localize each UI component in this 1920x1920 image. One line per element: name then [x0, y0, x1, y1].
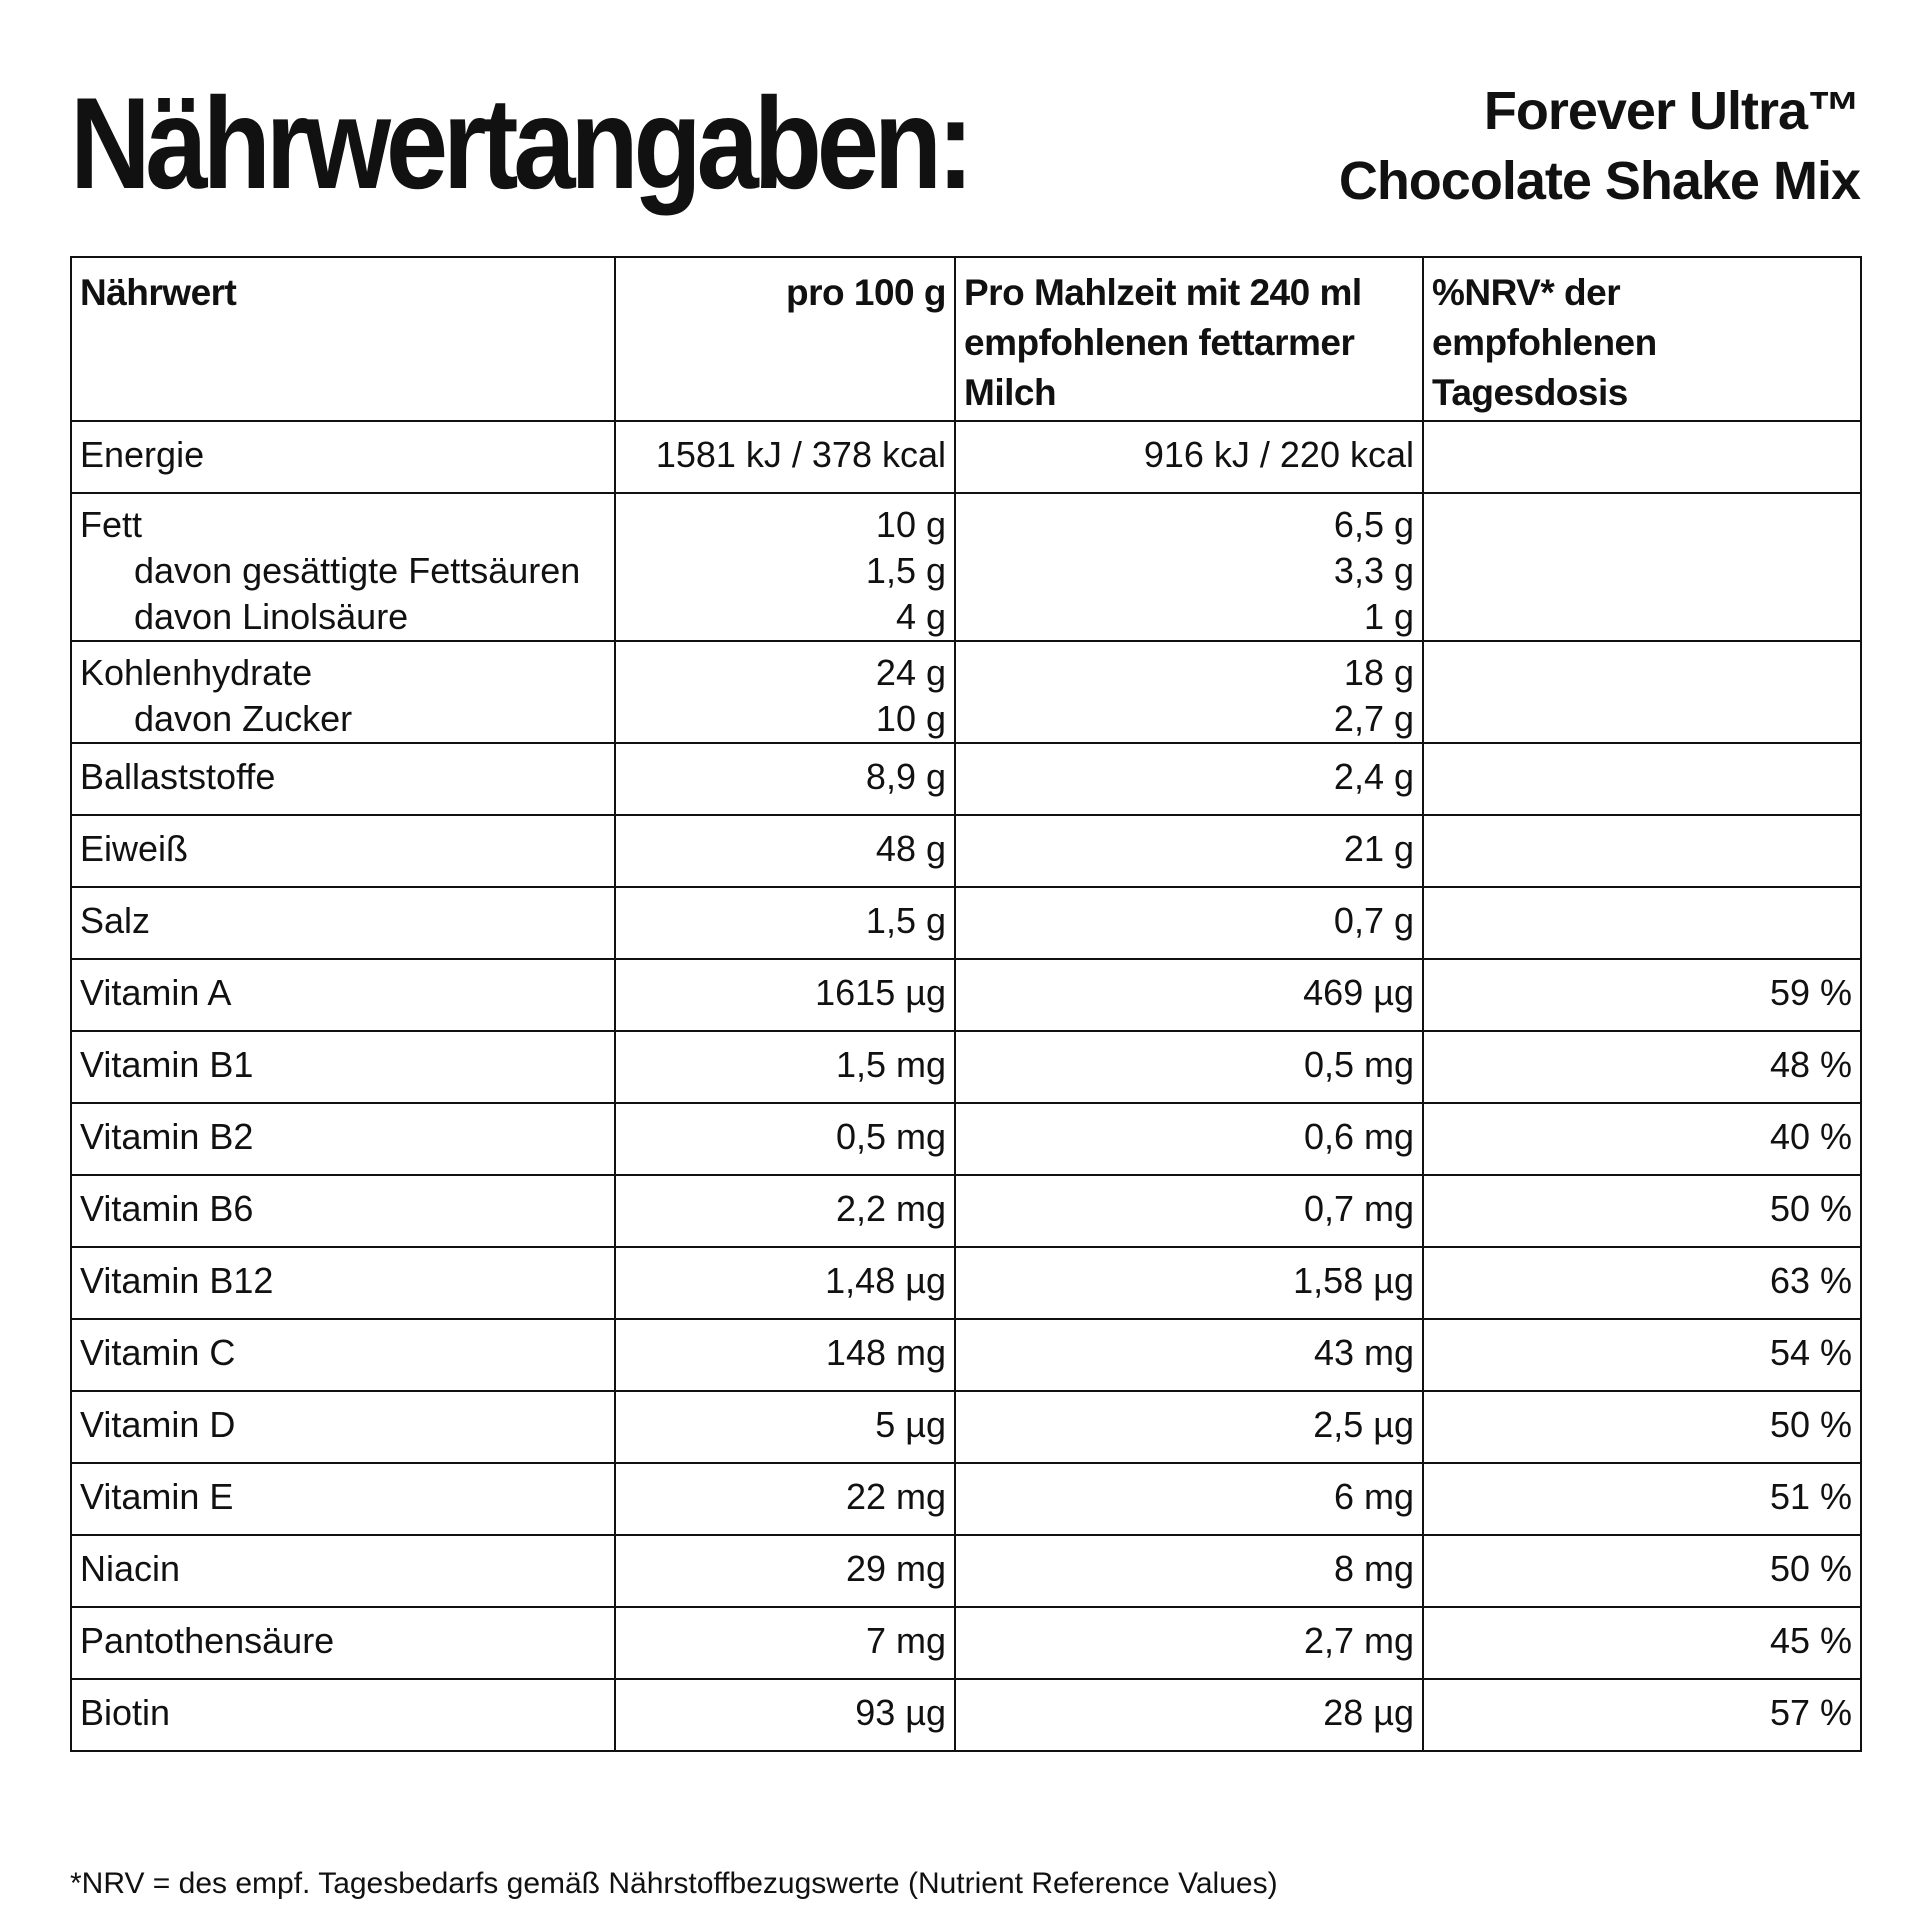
table-row — [71, 1031, 1861, 1103]
per-meal-value: 0,5 mg — [955, 1031, 1423, 1103]
per100-value: 22 mg — [615, 1463, 955, 1535]
nrv-value: 50 % — [1423, 1391, 1861, 1463]
table-row — [71, 1463, 1861, 1535]
product-name-line1: Forever Ultra™ — [1483, 81, 1860, 141]
per100-value-main: 24 g — [875, 652, 946, 693]
nrv-value: 57 % — [1423, 1679, 1861, 1751]
nrv-value: 50 % — [1423, 1175, 1861, 1247]
nutrient-name: Niacin — [71, 1535, 615, 1607]
table-row — [71, 1679, 1861, 1751]
nutrient-name: Energie — [71, 421, 615, 493]
column-header-per100: pro 100 g — [615, 257, 955, 421]
per-meal-value: 1,58 µg — [955, 1247, 1423, 1319]
per-meal-value: 43 mg — [955, 1319, 1423, 1391]
per-meal-value-sub: 3,3 g — [1333, 550, 1414, 591]
nutrient-name: Vitamin B12 — [71, 1247, 615, 1319]
per100-value: 0,5 mg — [615, 1103, 955, 1175]
per-meal-value: 2,7 mg — [955, 1607, 1423, 1679]
nutrient-name: Vitamin E — [71, 1463, 615, 1535]
table-row — [71, 1319, 1861, 1391]
table-row — [71, 1391, 1861, 1463]
per100-value-main: 10 g — [875, 504, 946, 545]
per-meal-value-main: 6,5 g — [1333, 504, 1414, 545]
per-meal-value: 8 mg — [955, 1535, 1423, 1607]
per-meal-value-sub: 2,7 g — [1333, 698, 1414, 739]
column-header-per-meal: Pro Mahlzeit mit 240 ml empfohlenen fettarmer Milch — [955, 257, 1423, 421]
nutrient-name-sub: davon Zucker — [134, 698, 353, 739]
nrv-value — [1423, 493, 1861, 641]
nutrient-name — [71, 493, 615, 641]
table-row — [71, 1175, 1861, 1247]
table-row — [71, 1535, 1861, 1607]
per-meal-value: 21 g — [955, 815, 1423, 887]
footnote: *NRV = des empf. Tagesbedarfs gemäß Nährstoffbezugswerte (Nutrient Reference Values) — [70, 1867, 1278, 1900]
per-meal-value: 0,7 g — [955, 887, 1423, 959]
table-row — [71, 887, 1861, 959]
nutrition-table — [70, 256, 1862, 1752]
per-meal-value: 28 µg — [955, 1679, 1423, 1751]
nutrient-name: Vitamin C — [71, 1319, 615, 1391]
per100-value-sub: 1,5 g — [865, 550, 946, 591]
per100-value: 5 µg — [615, 1391, 955, 1463]
nutrient-name: Eiweiß — [71, 815, 615, 887]
per100-value: 2,2 mg — [615, 1175, 955, 1247]
column-header-nrv: %NRV* der empfohlenen Tagesdosis — [1423, 257, 1861, 421]
per100-value: 93 µg — [615, 1679, 955, 1751]
nutrient-name — [71, 641, 615, 743]
nrv-value: 63 % — [1423, 1247, 1861, 1319]
nrv-value — [1423, 815, 1861, 887]
table-row — [71, 815, 1861, 887]
table-row — [71, 1247, 1861, 1319]
page-title: Nährwertangaben: — [70, 70, 969, 216]
per-meal-value: 6 mg — [955, 1463, 1423, 1535]
nutrient-name: Salz — [71, 887, 615, 959]
nutrient-name: Vitamin D — [71, 1391, 615, 1463]
nutrient-name-sub: davon Linolsäure — [134, 596, 409, 637]
nrv-value: 40 % — [1423, 1103, 1861, 1175]
nutrient-name-main: Fett — [80, 504, 143, 545]
per-meal-value — [955, 493, 1423, 641]
per100-value: 1,5 mg — [615, 1031, 955, 1103]
per-meal-value: 916 kJ / 220 kcal — [955, 421, 1423, 493]
nrv-value: 51 % — [1423, 1463, 1861, 1535]
per-meal-value: 0,6 mg — [955, 1103, 1423, 1175]
per100-value — [615, 493, 955, 641]
per100-value: 29 mg — [615, 1535, 955, 1607]
per100-value: 1615 µg — [615, 959, 955, 1031]
per-meal-value-main: 18 g — [1343, 652, 1414, 693]
nrv-value — [1423, 887, 1861, 959]
per-meal-value — [955, 641, 1423, 743]
per-meal-value: 2,4 g — [955, 743, 1423, 815]
nrv-value: 45 % — [1423, 1607, 1861, 1679]
per100-value: 1581 kJ / 378 kcal — [615, 421, 955, 493]
per100-value: 1,48 µg — [615, 1247, 955, 1319]
nrv-value — [1423, 641, 1861, 743]
table-row — [71, 959, 1861, 1031]
per100-value: 7 mg — [615, 1607, 955, 1679]
per100-value: 148 mg — [615, 1319, 955, 1391]
nutrient-name: Vitamin B2 — [71, 1103, 615, 1175]
per-meal-value-sub: 1 g — [1363, 596, 1414, 637]
table-header-row — [71, 257, 1861, 421]
nutrient-name-sub: davon gesättigte Fettsäuren — [134, 550, 581, 591]
nrv-value — [1423, 743, 1861, 815]
table-row — [71, 1103, 1861, 1175]
per-meal-value: 0,7 mg — [955, 1175, 1423, 1247]
table-row — [71, 641, 1861, 743]
per100-value: 8,9 g — [615, 743, 955, 815]
per-meal-value: 2,5 µg — [955, 1391, 1423, 1463]
per100-value — [615, 641, 955, 743]
per100-value: 1,5 g — [615, 887, 955, 959]
nrv-value: 50 % — [1423, 1535, 1861, 1607]
product-name — [1339, 76, 1860, 216]
table-row — [71, 1607, 1861, 1679]
nutrient-name: Ballaststoffe — [71, 743, 615, 815]
per-meal-value: 469 µg — [955, 959, 1423, 1031]
product-name-line2: Chocolate Shake Mix — [1338, 151, 1860, 211]
table-row — [71, 743, 1861, 815]
nutrient-name: Biotin — [71, 1679, 615, 1751]
nutrient-name: Pantothensäure — [71, 1607, 615, 1679]
nrv-value: 59 % — [1423, 959, 1861, 1031]
nrv-value — [1423, 421, 1861, 493]
nrv-value: 54 % — [1423, 1319, 1861, 1391]
nutrient-name: Vitamin B1 — [71, 1031, 615, 1103]
table-row — [71, 421, 1861, 493]
nutrient-name-main: Kohlenhydrate — [80, 652, 313, 693]
per100-value-sub: 4 g — [895, 596, 946, 637]
nutrient-name: Vitamin B6 — [71, 1175, 615, 1247]
per100-value-sub: 10 g — [875, 698, 946, 739]
column-header-nutrient: Nährwert — [71, 257, 615, 421]
nutrient-name: Vitamin A — [71, 959, 615, 1031]
table-row — [71, 493, 1861, 641]
per100-value: 48 g — [615, 815, 955, 887]
nrv-value: 48 % — [1423, 1031, 1861, 1103]
